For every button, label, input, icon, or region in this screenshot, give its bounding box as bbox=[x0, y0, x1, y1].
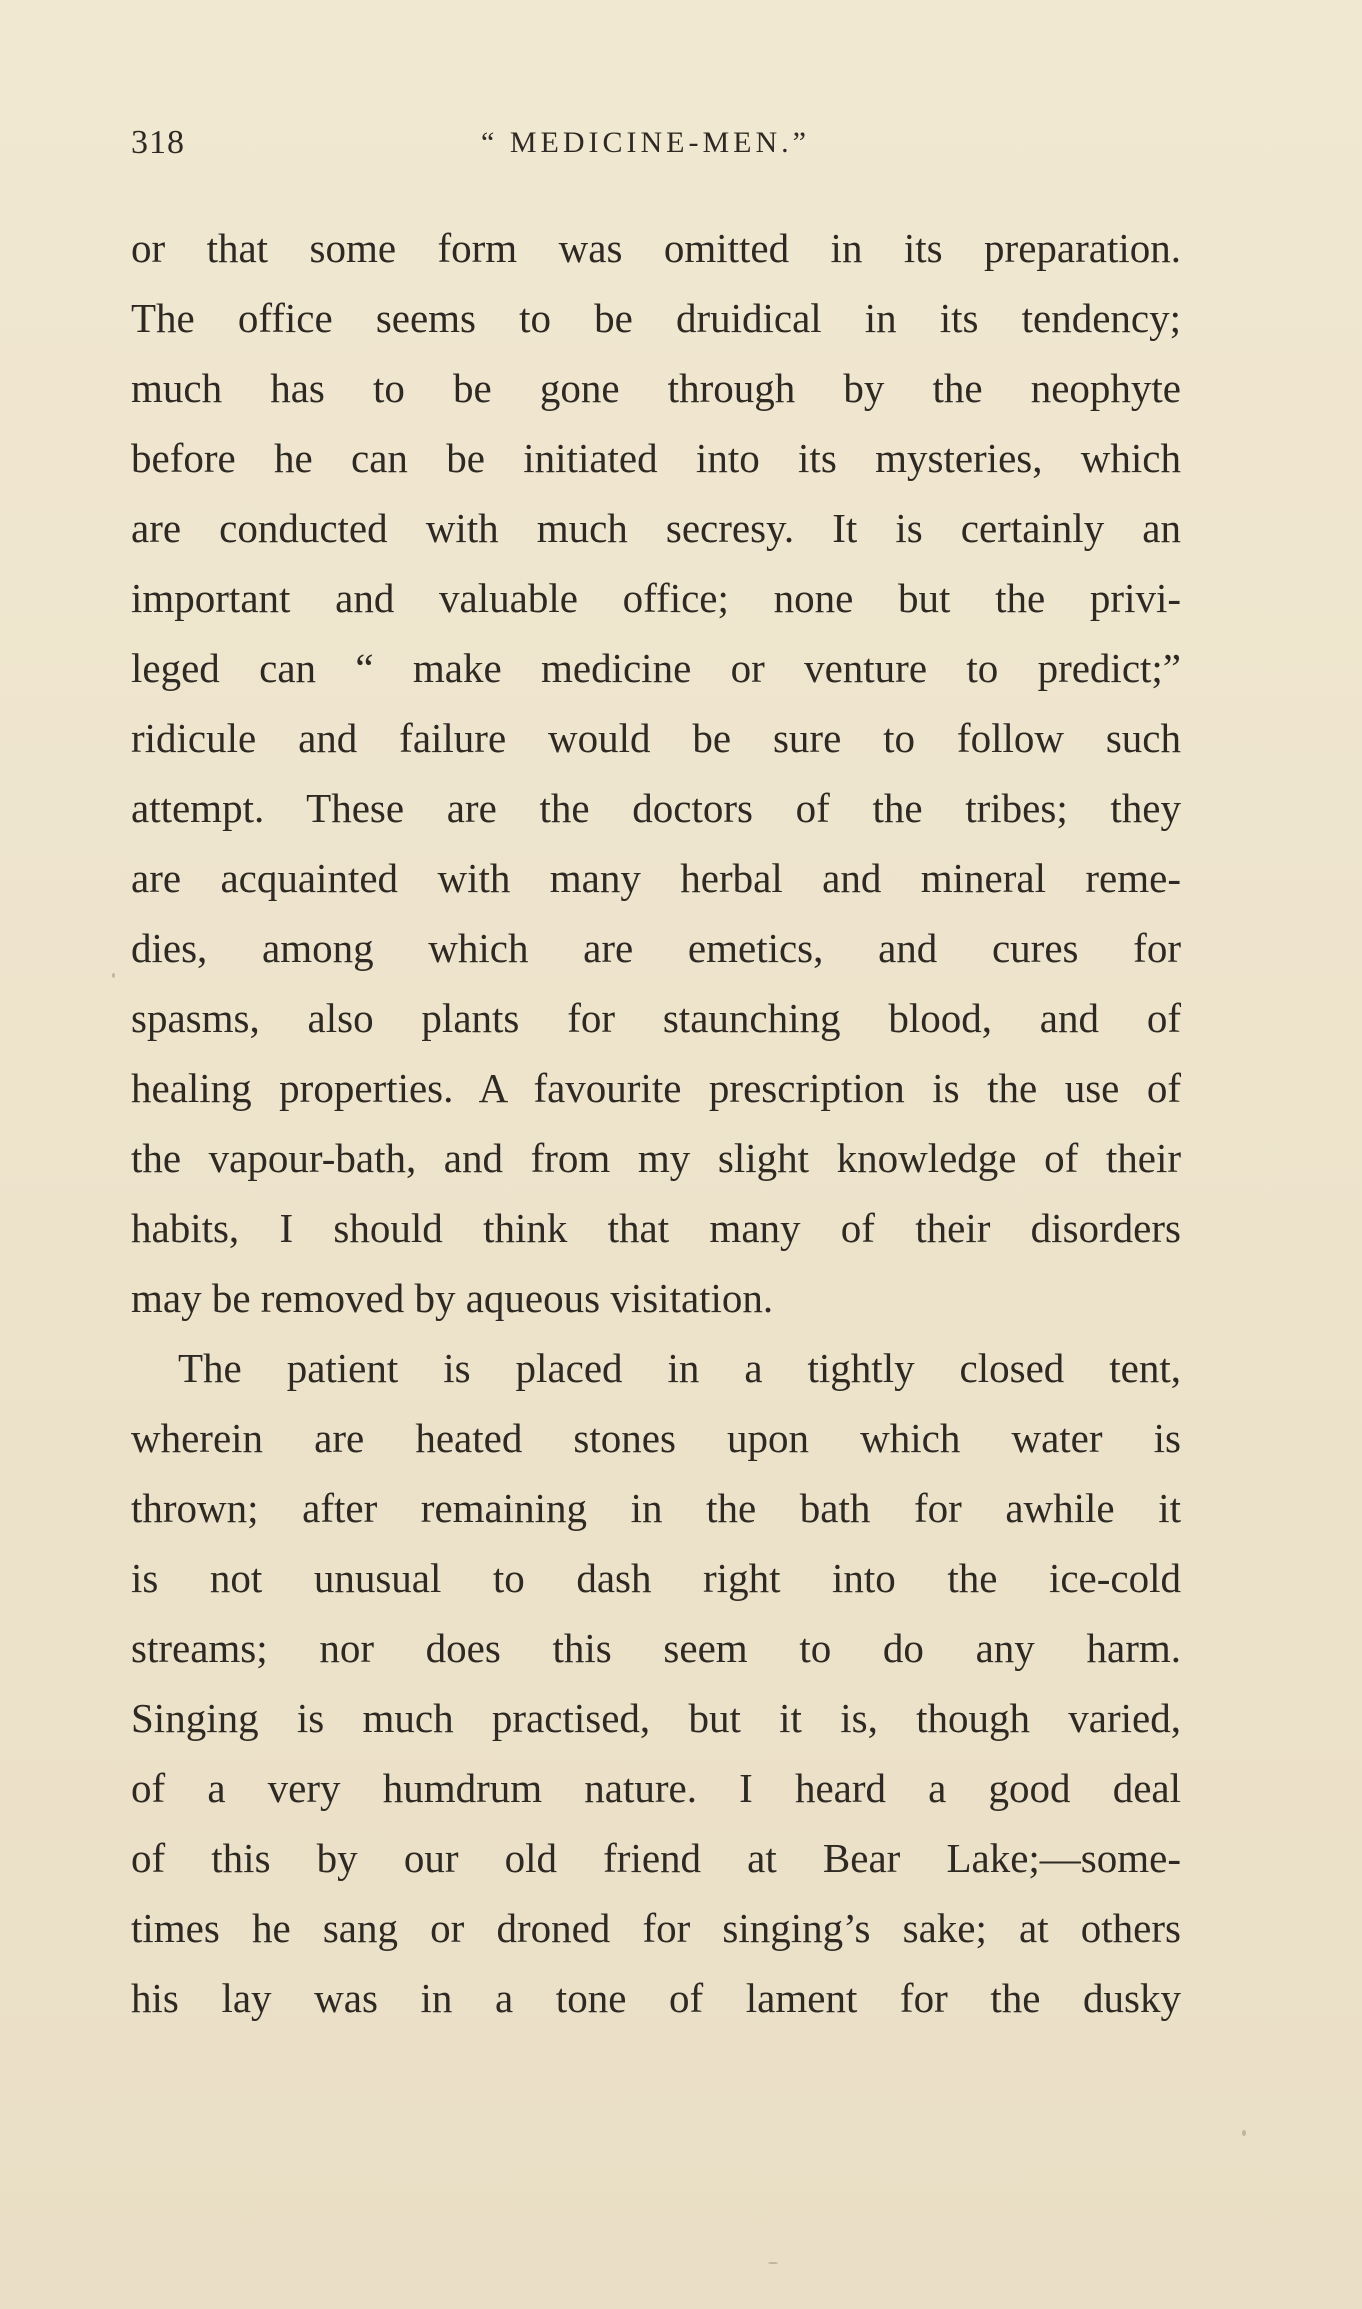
text-line: spasms, also plants for staunching blood, and of bbox=[131, 995, 1181, 1041]
text-line: streams; nor does this seem to do any harm. bbox=[131, 1625, 1181, 1671]
running-head: “ MEDICINE-MEN.” bbox=[481, 126, 810, 159]
text-line: The office seems to be druidical in its tendency; bbox=[131, 295, 1181, 341]
paper-speck bbox=[768, 2262, 778, 2264]
body-text bbox=[131, 213, 1181, 2033]
text-line: ridicule and failure would be sure to follow such bbox=[131, 715, 1181, 761]
text-line: wherein are heated stones upon which water is bbox=[131, 1415, 1181, 1461]
text-line: dies, among which are emetics, and cures for bbox=[131, 925, 1181, 971]
text-line: thrown; after remaining in the bath for awhile it bbox=[131, 1485, 1181, 1531]
text-line: are acquainted with many herbal and mineral reme- bbox=[131, 855, 1181, 901]
paper-speck bbox=[112, 973, 115, 978]
text-line: healing properties. A favourite prescription is the use of bbox=[131, 1065, 1181, 1111]
text-line: habits, I should think that many of their disorders bbox=[131, 1205, 1181, 1251]
text-line: or that some form was omitted in its preparation. bbox=[131, 225, 1181, 271]
text-line: times he sang or droned for singing’s sake; at others bbox=[131, 1905, 1181, 1951]
page-header bbox=[131, 118, 1181, 168]
page-number: 318 bbox=[131, 124, 185, 161]
text-line: much has to be gone through by the neophyte bbox=[131, 365, 1181, 411]
paragraph-start-line: The patient is placed in a tightly closed tent, bbox=[178, 1345, 1181, 1391]
text-line: before he can be initiated into its mysteries, which bbox=[131, 435, 1181, 481]
text-line: his lay was in a tone of lament for the dusky bbox=[131, 1975, 1181, 2021]
text-line: important and valuable office; none but the privi- bbox=[131, 575, 1181, 621]
text-line: is not unusual to dash right into the ice-cold bbox=[131, 1555, 1181, 1601]
paper-speck bbox=[1242, 2130, 1246, 2136]
text-line: the vapour-bath, and from my slight knowledge of their bbox=[131, 1135, 1181, 1181]
text-line: are conducted with much secresy. It is certainly an bbox=[131, 505, 1181, 551]
text-line: may be removed by aqueous visitation. bbox=[131, 1275, 774, 1321]
text-line: of this by our old friend at Bear Lake;—some- bbox=[131, 1835, 1181, 1881]
text-line: leged can “ make medicine or venture to predict;” bbox=[131, 645, 1181, 691]
text-line: of a very humdrum nature. I heard a good deal bbox=[131, 1765, 1181, 1811]
text-line: Singing is much practised, but it is, though varied, bbox=[131, 1695, 1181, 1741]
text-line: attempt. These are the doctors of the tribes; they bbox=[131, 785, 1181, 831]
